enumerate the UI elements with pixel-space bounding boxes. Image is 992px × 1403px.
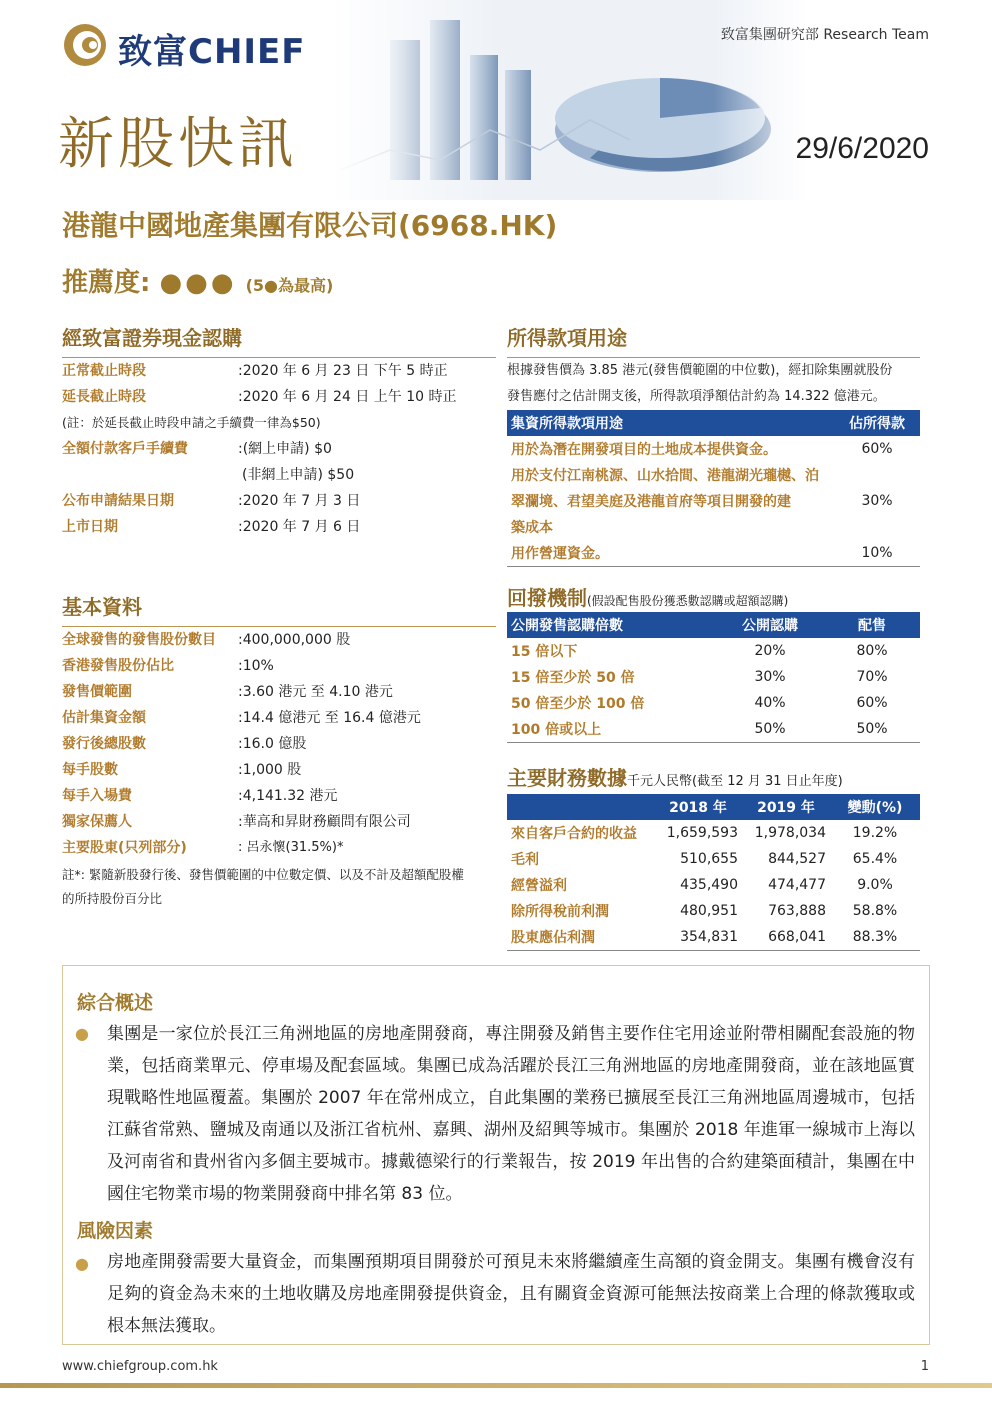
risk-text: 房地產開發需要大量資金，而集團預期項目開發於可預見未來將繼續產生高額的資金開支。集團有機會沒有足夠的資金為未來的土地收購及房地產開發提供資金，且有關資金資源可能無法按商業上合理的條款獲取或根本無法獲取。	[107, 1252, 915, 1336]
bullet-icon: ●	[75, 1024, 89, 1043]
row-value: (非網上申請) $50	[242, 467, 355, 483]
info-row	[62, 462, 496, 488]
cell: 58.8%	[852, 903, 898, 919]
clawback-section	[507, 582, 920, 743]
row-value: :400,000,000 股	[238, 632, 351, 648]
cell: 19.2%	[852, 825, 898, 841]
cell: 435,490	[680, 877, 738, 893]
risk-title: 風險因素	[77, 1220, 154, 1242]
row-label: 每手股數	[62, 762, 118, 778]
cell: 股東應佔利潤	[507, 924, 654, 951]
clawback-subtitle: (假設配售股份獲悉數認購或超額認購)	[587, 594, 789, 608]
table-row	[507, 690, 920, 716]
row-label: 上市日期	[62, 519, 118, 535]
header-cell: 2018 年	[654, 794, 742, 820]
info-row	[62, 627, 496, 653]
header-cell: 變動(%)	[830, 794, 920, 820]
table-row	[507, 638, 920, 664]
cell: 510,655	[680, 851, 738, 867]
footnote	[62, 863, 496, 911]
use-cell: 用作營運資金。	[507, 540, 834, 567]
cell: 20%	[754, 643, 786, 659]
table-row	[507, 872, 920, 898]
rating-note: (5●為最高)	[245, 276, 334, 295]
cell: 80%	[856, 643, 888, 659]
footer-url[interactable]: www.chiefgroup.com.hk	[62, 1359, 218, 1374]
row-label: 估計集資金額	[62, 710, 146, 726]
table-row	[507, 514, 920, 540]
report-date: 29/6/2020	[795, 132, 929, 165]
row-label: 正常截止時段	[62, 363, 146, 379]
cell: 50%	[716, 716, 824, 743]
subscription-title: 經致富證券現金認購	[62, 326, 242, 350]
basic-info-title: 基本資料	[62, 595, 142, 619]
cell: 763,888	[768, 903, 826, 919]
cell: 40%	[754, 695, 786, 711]
table-row	[507, 716, 920, 743]
cell: 1,978,034	[754, 825, 826, 841]
company-title: 港龍中國地產集團有限公司(6968.HK)	[62, 209, 558, 242]
header-cell	[507, 794, 654, 820]
info-row	[62, 809, 496, 835]
empty-cell	[834, 514, 920, 540]
cell: 9.0%	[857, 877, 893, 893]
logo-icon	[62, 22, 114, 68]
info-row	[62, 757, 496, 783]
header-cell: 集資所得款項用途	[507, 410, 834, 436]
info-row	[62, 436, 496, 462]
cell: 354,831	[654, 924, 742, 951]
table-row	[507, 436, 920, 462]
financials-subtitle: 千元人民幣(截至 12 月 31 日止年度)	[627, 774, 843, 789]
table-row	[507, 488, 920, 514]
empty-cell	[834, 462, 920, 488]
intro-line: 發售應付之估計開支後，所得款項淨額估計約為 14.322 億港元。	[507, 389, 886, 404]
subscription-section	[62, 322, 496, 540]
intro-line: 根據發售價為 3.85 港元(發售價範圍的中位數)，經扣除集團就股份	[507, 363, 893, 378]
research-team-label: 致富集團研究部 Research Team	[720, 27, 929, 43]
info-row	[62, 679, 496, 705]
cell: 65.4%	[852, 851, 898, 867]
row-label: 延長截止時段	[62, 389, 146, 405]
row-label: 主要股東(只列部分)	[62, 840, 187, 856]
table-row	[507, 462, 920, 488]
clawback-title: 回撥機制	[507, 586, 587, 610]
row-value: :10%	[238, 658, 274, 674]
basic-info-section	[62, 591, 496, 911]
overview-title: 綜合概述	[77, 992, 154, 1014]
row-label: 發行後總股數	[62, 736, 146, 752]
info-row	[62, 384, 496, 410]
footnote-line: 的所持股份百分比	[62, 891, 163, 906]
pct-cell: 30%	[861, 493, 893, 509]
footnote-line: 註*: 緊隨新股發行後、發售價範圍的中位數定價、以及不計及超額配股權	[62, 867, 464, 882]
row-value: :16.0 億股	[238, 736, 307, 752]
table-row	[507, 924, 920, 951]
info-row	[62, 835, 496, 861]
row-value: :14.4 億港元 至 16.4 億港元	[238, 710, 421, 726]
summary-box	[62, 965, 930, 1345]
table-row	[507, 664, 920, 690]
cell: 60%	[856, 695, 888, 711]
row-value: :1,000 股	[238, 762, 302, 778]
clawback-heading	[507, 582, 920, 612]
info-row	[62, 514, 496, 540]
cell: 毛利	[511, 852, 539, 868]
rating	[62, 262, 333, 299]
header-cell: 配售	[824, 612, 920, 638]
use-cell: 用於為潛在開發項目的土地成本提供資金。	[511, 442, 777, 458]
row-value: :(網上申請) $0	[238, 441, 332, 457]
use-cell: 築成本	[511, 520, 553, 536]
row-label: 全球發售的發售股份數目	[62, 632, 216, 648]
proceeds-title: 所得款項用途	[507, 326, 627, 350]
banner-title: 新股快訊	[58, 112, 298, 177]
cell: 除所得稅前利潤	[511, 904, 609, 920]
page-number: 1	[920, 1359, 929, 1374]
pct-cell: 60%	[861, 441, 893, 457]
table-row	[507, 898, 920, 924]
cell: 來自客戶合約的收益	[511, 826, 637, 842]
row-value: :4,141.32 港元	[238, 788, 338, 804]
pct-cell: 10%	[834, 540, 920, 567]
cell: 1,659,593	[666, 825, 738, 841]
use-cell: 翠瀾境、君望美庭及港龍首府等項目開發的建	[511, 494, 791, 510]
financials-heading	[507, 762, 920, 794]
table-row	[507, 846, 920, 872]
row-value: :2020 年 6 月 24 日 上午 10 時正	[238, 389, 457, 405]
table-row	[507, 540, 920, 567]
table-header-row	[507, 612, 920, 638]
overview-text: 集團是一家位於長江三角洲地區的房地產開發商，專注開發及銷售主要作住宅用途並附帶相關配套設施的物業，包括商業單元、停車場及配套區域。集團已成為活躍於長江三角洲地區的房地產開發商，並在該地區實現戰略性地區覆蓋。集團於 2007 年在常州成立，自此集團的業務已擴展至長江三角洲地區周邊城市，包括江蘇省常熟、鹽城及南通以及浙江省杭州、嘉興、湖州及紹興等城市。集團於 2018 年進軍一線城市上海以及河南省和貴州省內多個主要城市。據戴德梁行的行業報告，按 2019 年出售的合約建築面積計，集團在中國住宅物業市場的物業開發商中排名第 83 位。	[107, 1024, 915, 1204]
cell: 30%	[754, 669, 786, 685]
row-value: :3.60 港元 至 4.10 港元	[238, 684, 393, 700]
row-value: : 呂永懷(31.5%)*	[238, 840, 344, 855]
row-label: 發售價範圍	[62, 684, 132, 700]
header-cell: 公開認購	[716, 612, 824, 638]
cell: 668,041	[742, 924, 830, 951]
proceeds-section	[507, 322, 920, 567]
cell: 844,527	[768, 851, 826, 867]
cell: 100 倍或以上	[507, 716, 716, 743]
row-label: 每手入場費	[62, 788, 132, 804]
rating-label: 推薦度:	[62, 268, 151, 298]
table-header-row	[507, 410, 920, 436]
cell: 480,951	[680, 903, 738, 919]
row-value: :2020 年 7 月 3 日	[238, 493, 361, 509]
cell: 50 倍至少於 100 倍	[511, 696, 645, 712]
info-row	[62, 783, 496, 809]
financials-section	[507, 762, 920, 951]
row-label: 公布申請結果日期	[62, 493, 174, 509]
info-row	[62, 653, 496, 679]
fee-note: (註：於延長截止時段申請之手續費一律為$50)	[62, 415, 321, 430]
proceeds-table	[507, 410, 920, 567]
cell: 474,477	[768, 877, 826, 893]
row-value: :華高和昇財務顧問有限公司	[238, 814, 411, 830]
table-row	[507, 820, 920, 846]
cell: 經營溢利	[511, 878, 567, 894]
info-row	[62, 705, 496, 731]
footer-bar	[0, 1383, 992, 1388]
header-cell: 佔所得款	[834, 410, 920, 436]
info-row	[62, 488, 496, 514]
row-value: :2020 年 6 月 23 日 下午 5 時正	[238, 363, 448, 379]
row-label: 全額付款客戶手續費	[62, 441, 188, 457]
header-cell: 2019 年	[742, 794, 830, 820]
row-value: :2020 年 7 月 6 日	[238, 519, 361, 535]
clawback-table	[507, 612, 920, 743]
use-cell: 用於支付江南桃源、山水拾間、港龍湖光瓏樾、泊	[511, 468, 819, 484]
proceeds-intro	[507, 358, 920, 410]
cell: 50%	[824, 716, 920, 743]
header-cell: 公開發售認購倍數	[507, 612, 716, 638]
table-header-row	[507, 794, 920, 820]
cell: 88.3%	[830, 924, 920, 951]
rating-dots: ●●●	[159, 268, 237, 298]
cell: 15 倍至少於 50 倍	[511, 670, 635, 686]
info-row	[62, 731, 496, 757]
bullet-icon: ●	[75, 1254, 89, 1273]
financials-table	[507, 794, 920, 951]
logo-text: 致富CHIEF	[118, 32, 306, 72]
cell: 70%	[856, 669, 888, 685]
cell: 15 倍以下	[511, 644, 578, 660]
info-row	[62, 358, 496, 384]
row-label: 獨家保薦人	[62, 814, 132, 830]
financials-title: 主要財務數據	[507, 766, 627, 790]
row-label: 香港發售股份佔比	[62, 658, 174, 674]
